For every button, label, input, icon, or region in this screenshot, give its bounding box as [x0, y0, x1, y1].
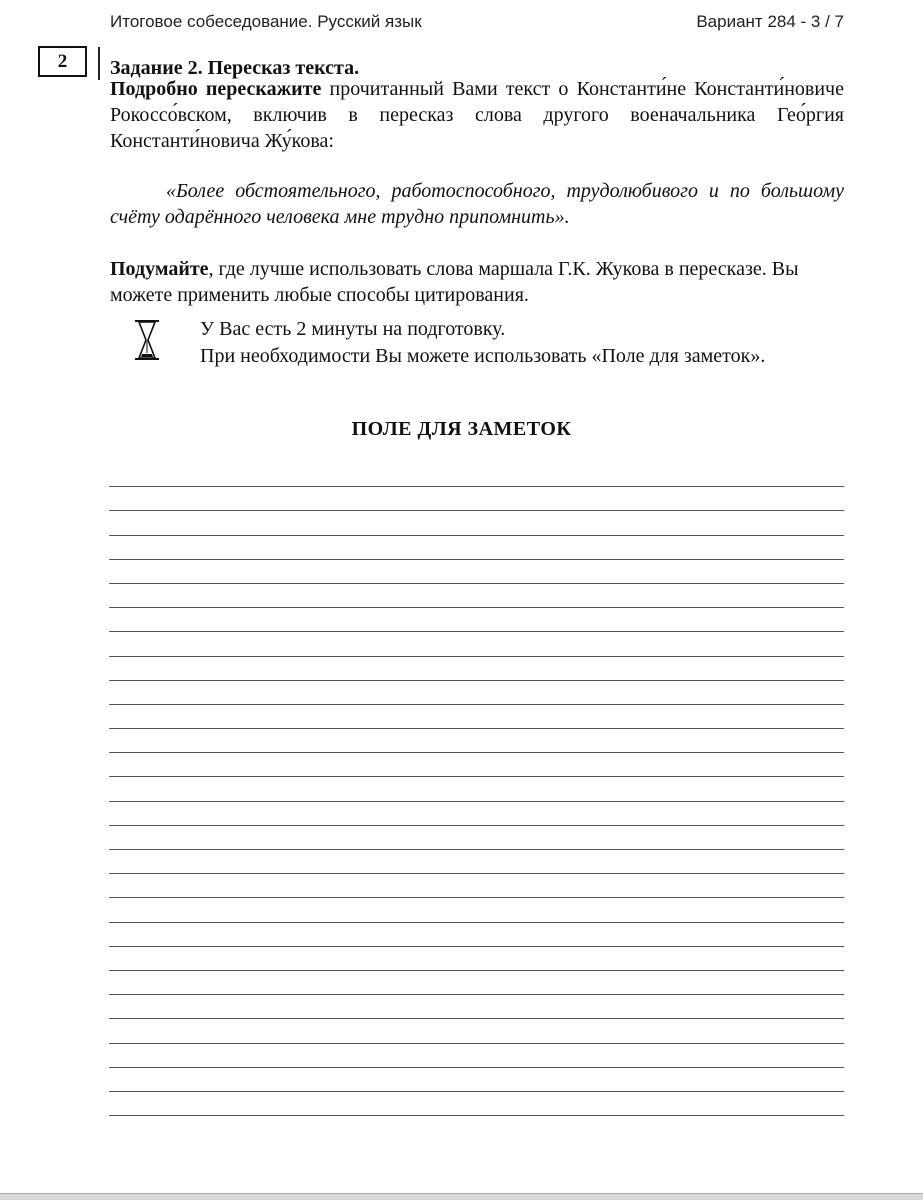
think-instruction: [110, 256, 844, 308]
notes-line[interactable]: [109, 463, 844, 487]
notes-line[interactable]: [109, 1068, 844, 1092]
notes-line[interactable]: [109, 536, 844, 560]
notes-line[interactable]: [109, 995, 844, 1019]
notes-line[interactable]: [109, 584, 844, 608]
notes-line[interactable]: [109, 1044, 844, 1068]
hourglass-icon: [132, 319, 162, 361]
page-bottom-edge: [0, 1193, 923, 1200]
notes-line[interactable]: [109, 657, 844, 681]
instruction-text: прочитанный Вами текст о Константи́не Константи́новиче Рокоссо́вском, включив в пересказ слова другого военачальника Гео́ргия Константи́новича Жу́кова:: [110, 78, 844, 152]
notes-field[interactable]: [109, 463, 844, 1116]
notes-line[interactable]: [109, 705, 844, 729]
think-bold: Подумайте: [110, 258, 209, 280]
notes-line[interactable]: [109, 898, 844, 922]
task-divider: [98, 47, 100, 80]
think-text: , где лучше использовать слова маршала Г.К. Жукова в пересказе. Вы можете применить любые способы цитирования.: [110, 258, 799, 306]
notes-line[interactable]: [109, 826, 844, 850]
header-title: Итоговое собеседование. Русский язык: [110, 12, 422, 31]
notes-line[interactable]: [109, 777, 844, 801]
prep-line-1: У Вас есть 2 минуты на подготовку.: [200, 318, 506, 340]
task-instruction: [110, 76, 844, 154]
notes-line[interactable]: [109, 1092, 844, 1116]
task-title: Задание 2. Пересказ текста.: [110, 57, 360, 79]
header-variant: Вариант 284 - 3 / 7: [696, 12, 844, 31]
notes-line[interactable]: [109, 850, 844, 874]
notes-title: ПОЛЕ ДЛЯ ЗАМЕТОК: [351, 418, 572, 440]
notes-line[interactable]: [109, 632, 844, 656]
notes-line[interactable]: [109, 802, 844, 826]
notes-line[interactable]: [109, 608, 844, 632]
notes-line[interactable]: [109, 681, 844, 705]
notes-line[interactable]: [109, 560, 844, 584]
notes-line[interactable]: [109, 753, 844, 777]
prep-line-2: При необходимости Вы можете использовать «Поле для заметок».: [200, 345, 766, 367]
notes-line[interactable]: [109, 729, 844, 753]
notes-line[interactable]: [109, 923, 844, 947]
notes-line[interactable]: [109, 971, 844, 995]
notes-line[interactable]: [109, 874, 844, 898]
instruction-bold: Подробно перескажите: [110, 78, 322, 100]
task-number: 2: [38, 46, 87, 77]
notes-line[interactable]: [109, 1019, 844, 1043]
quote: «Более обстоятельного, работоспособного, трудолюбивого и по большому счёту одарённого человека мне трудно припомнить».: [110, 180, 844, 228]
notes-line[interactable]: [109, 947, 844, 971]
notes-line[interactable]: [109, 487, 844, 511]
prep-text: [200, 316, 765, 370]
notes-line[interactable]: [109, 511, 844, 535]
